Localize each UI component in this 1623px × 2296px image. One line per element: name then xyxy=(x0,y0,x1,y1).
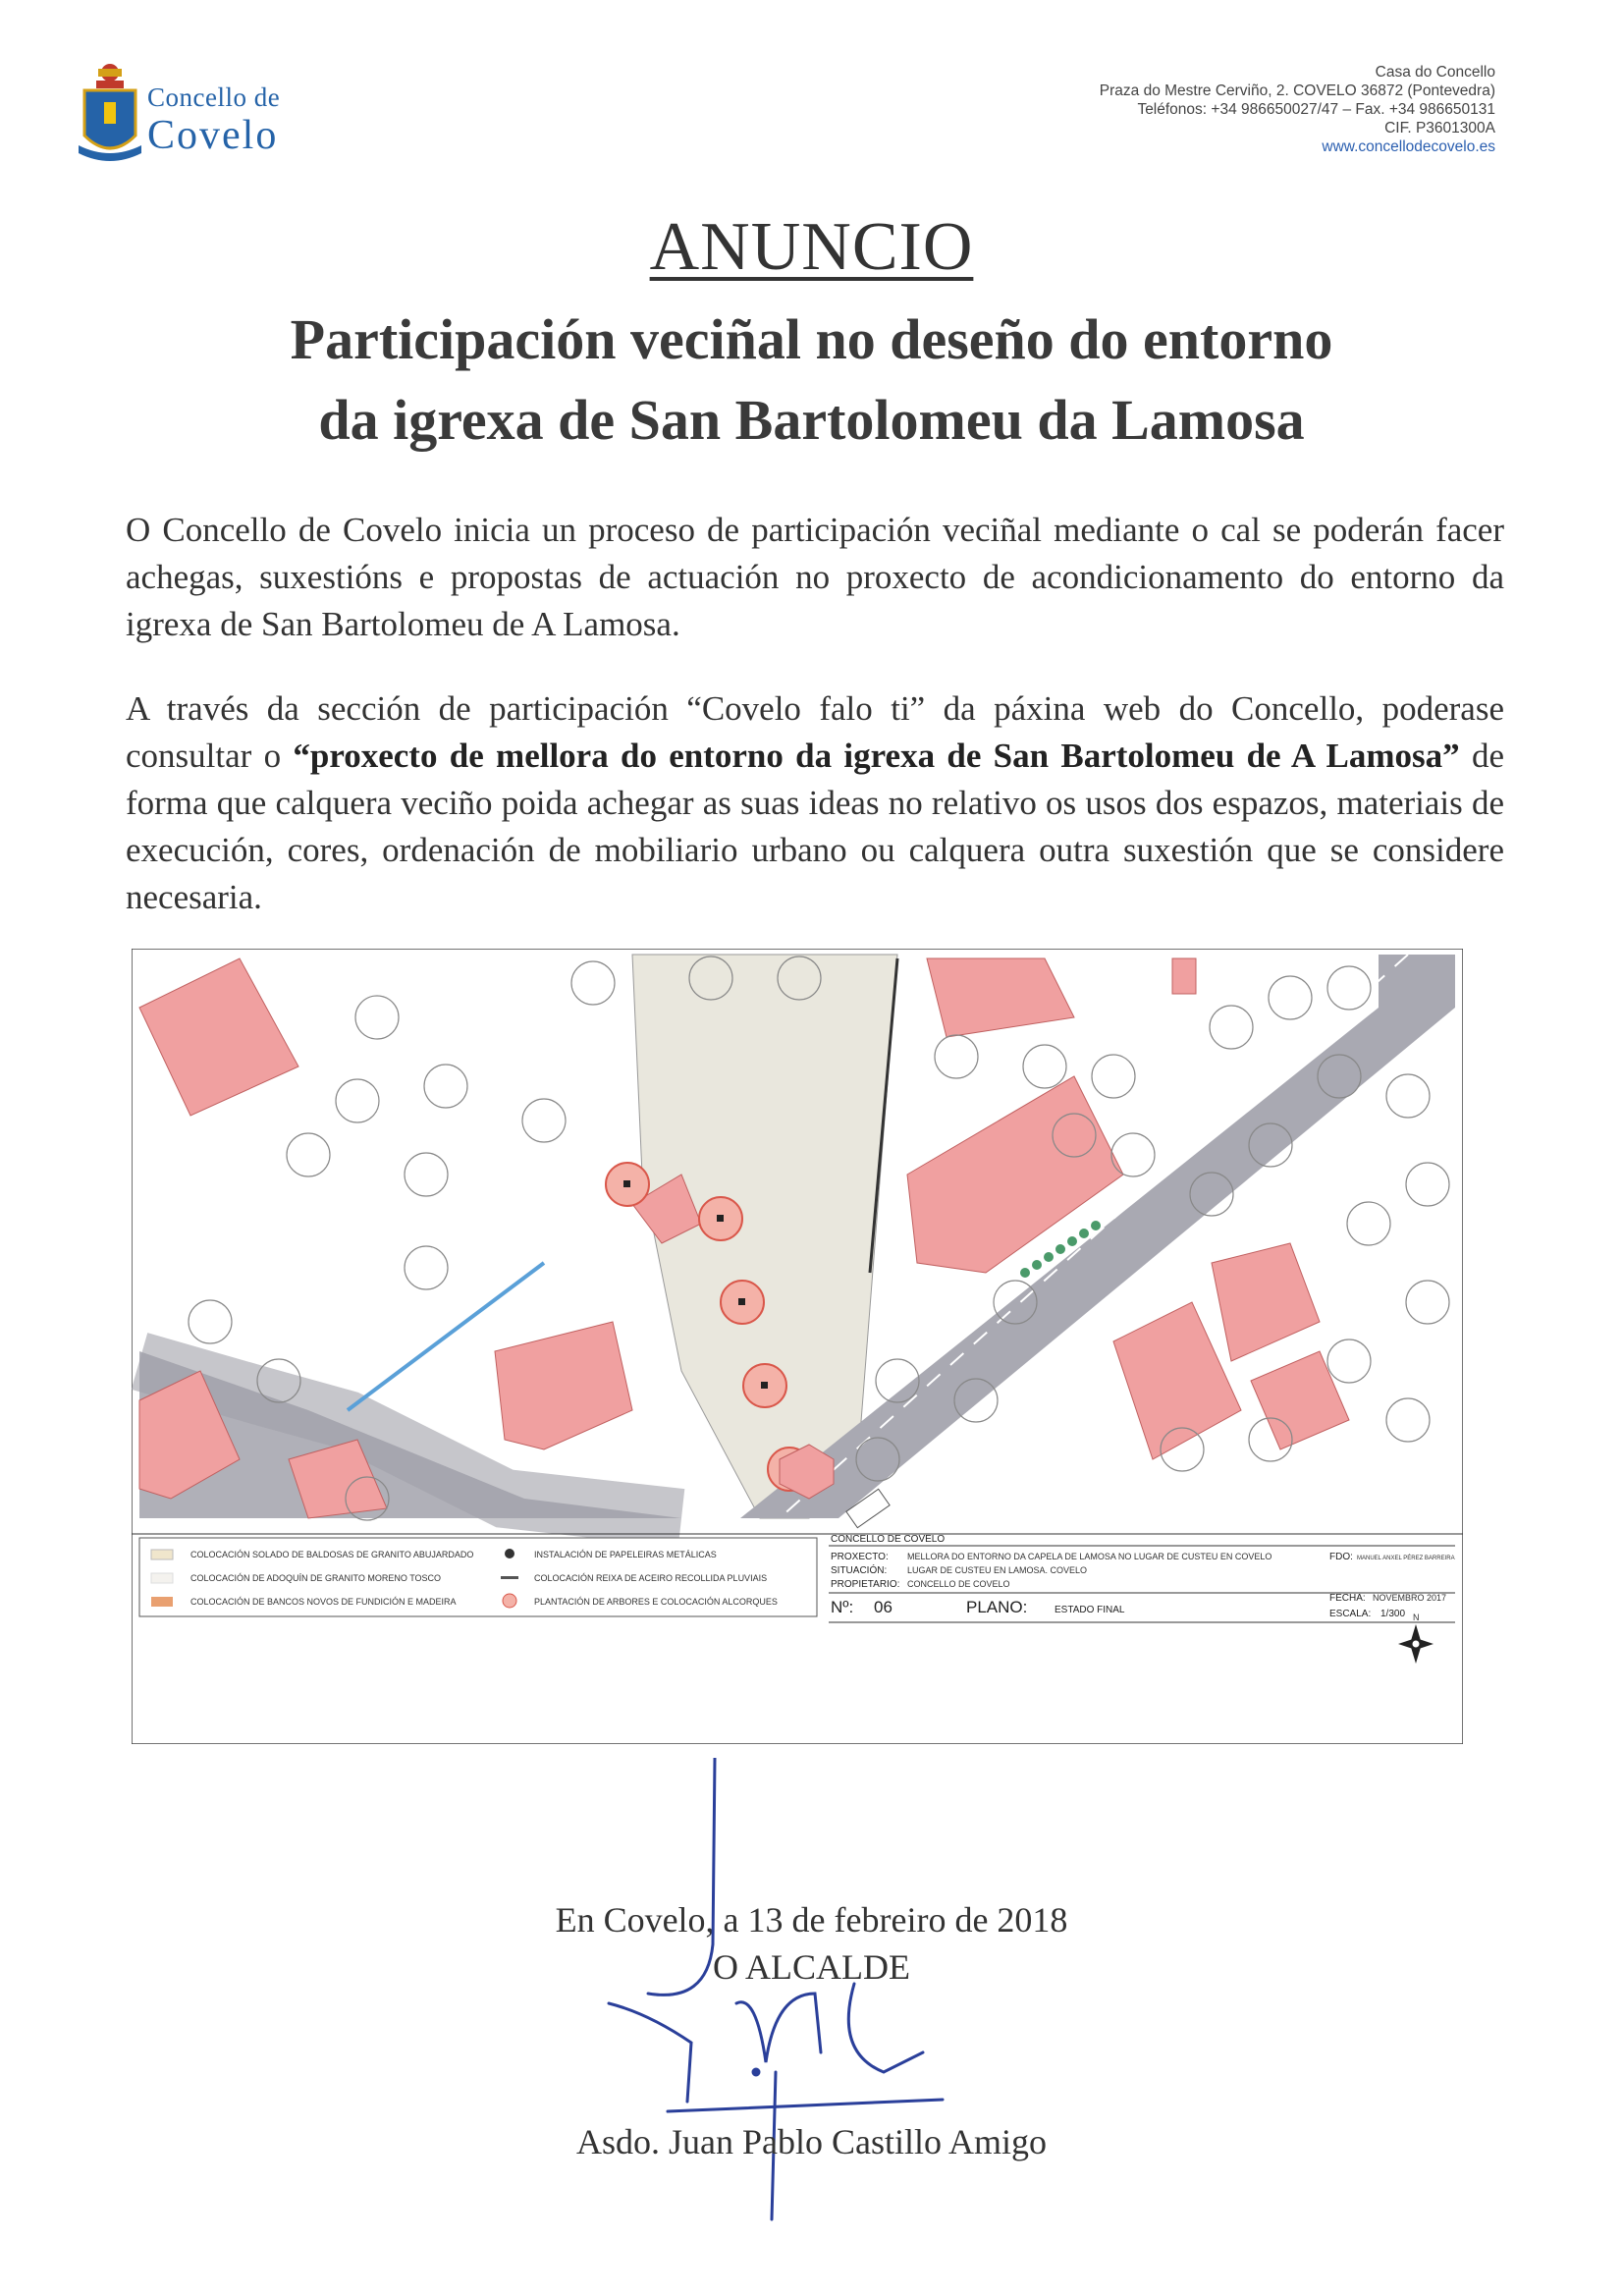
tb-fecha-label: FECHA: xyxy=(1329,1593,1366,1604)
tb-propietario-value: CONCELLO DE COVELO xyxy=(907,1579,1010,1589)
legend-item-benches: COLOCACIÓN DE BANCOS NOVOS DE FUNDICIÓN E MADEIRA xyxy=(190,1597,457,1607)
org-name-line1: Concello de xyxy=(147,82,281,112)
tb-plano-label: PLANO: xyxy=(966,1598,1028,1616)
project-name: “proxecto de mellora do entorno da igrexa de San Bartolomeu de A Lamosa” xyxy=(293,737,1460,775)
website-link[interactable]: www.concellodecovelo.es xyxy=(1322,138,1495,155)
details-text-post: de forma que calquera veciño poida achegar as suas ideas no relativo os usos dos espazos, materiais de execución, cores, ordenación de mobiliario urbano ou calquera outra suxestión que se considere necesaria. xyxy=(126,737,1504,916)
tb-escala-value: 1/300 xyxy=(1380,1609,1406,1619)
page-title: ANUNCIO xyxy=(649,209,974,285)
legend-item-trees: PLANTACIÓN DE ARBORES E COLOCACIÓN ALCORQUES xyxy=(534,1597,778,1607)
tb-proxecto-label: PROXECTO: xyxy=(831,1552,889,1562)
handwritten-signature xyxy=(589,1758,962,2249)
contact-line: CIF. P3601300A xyxy=(1384,120,1495,137)
north-label: N xyxy=(1413,1613,1420,1622)
tb-situacion-value: LUGAR DE CUSTEU EN LAMOSA. COVELO xyxy=(907,1565,1088,1575)
bin-icon xyxy=(505,1549,514,1558)
subtitle-line: da igrexa de San Bartolomeu da Lamosa xyxy=(318,388,1305,452)
tb-numero-value: 06 xyxy=(874,1598,893,1616)
tb-numero-label: Nº: xyxy=(831,1598,854,1616)
site-plan-drawing xyxy=(132,949,1463,1744)
signer-role: O ALCALDE xyxy=(713,1947,910,1987)
contact-line: Casa do Concello xyxy=(1375,64,1495,81)
coat-of-arms-logo xyxy=(71,59,149,177)
tb-proxecto-value: MELLORA DO ENTORNO DA CAPELA DE LAMOSA NO LUGAR DE CUSTEU EN COVELO xyxy=(907,1552,1272,1561)
tb-propietario-label: PROPIETARIO: xyxy=(831,1579,900,1590)
tb-fecha-value: NOVEMBRO 2017 xyxy=(1373,1593,1447,1603)
page-subtitle xyxy=(98,300,1525,461)
contact-block xyxy=(1100,63,1495,156)
signed-by: Asdo. Juan Pablo Castillo Amigo xyxy=(575,2122,1048,2161)
contact-line: Teléfonos: +34 986650027/47 – Fax. +34 986650131 xyxy=(1137,101,1495,118)
details-paragraph xyxy=(126,685,1504,921)
org-name xyxy=(147,84,280,156)
site-plan xyxy=(132,949,1463,1744)
tb-escala-label: ESCALA: xyxy=(1329,1609,1372,1619)
details-text-pre: A través da sección de participación “Covelo falo ti” da páxina web do Concello, poderase consultar o xyxy=(126,689,1504,775)
org-name-line2: Covelo xyxy=(147,113,279,158)
contact-line: Praza do Mestre Cerviño, 2. COVELO 36872 (Pontevedra) xyxy=(1099,82,1495,99)
tb-plano-value: ESTADO FINAL xyxy=(1055,1605,1125,1615)
intro-paragraph: O Concello de Covelo inicia un proceso de participación veciñal mediante o cal se poderán facer achegas, suxestións e propostas de actuación no proxecto de acondicionamento do entorno da igrexa de San Bartolomeu de A Lamosa. xyxy=(126,511,1504,643)
legend-item-cobblestone: COLOCACIÓN DE ADOQUÍN DE GRANITO MORENO TOSCO xyxy=(190,1573,442,1583)
tb-situacion-label: SITUACIÓN: xyxy=(831,1565,888,1576)
tb-fdo-value: MANUEL ANXEL PÉREZ BARREIRA xyxy=(1357,1556,1455,1561)
tb-fdo-label: FDO: xyxy=(1329,1552,1353,1562)
legend-item-grates: COLOCACIÓN REIXA DE ACEIRO RECOLLIDA PLUVIAIS xyxy=(534,1573,768,1583)
legend-item-bins: INSTALACIÓN DE PAPELEIRAS METÁLICAS xyxy=(534,1550,717,1559)
tb-client-header: CONCELLO DE COVELO xyxy=(831,1534,946,1545)
subtitle-line: Participación veciñal no deseño do entorno xyxy=(290,307,1333,371)
grate-icon xyxy=(501,1576,518,1579)
legend-item-paving: COLOCACIÓN SOLADO DE BALDOSAS DE GRANITO ABUJARDADO xyxy=(190,1550,474,1559)
tree-icon xyxy=(503,1594,516,1608)
place-and-date: En Covelo, a 13 de febreiro de 2018 xyxy=(555,1900,1068,1940)
